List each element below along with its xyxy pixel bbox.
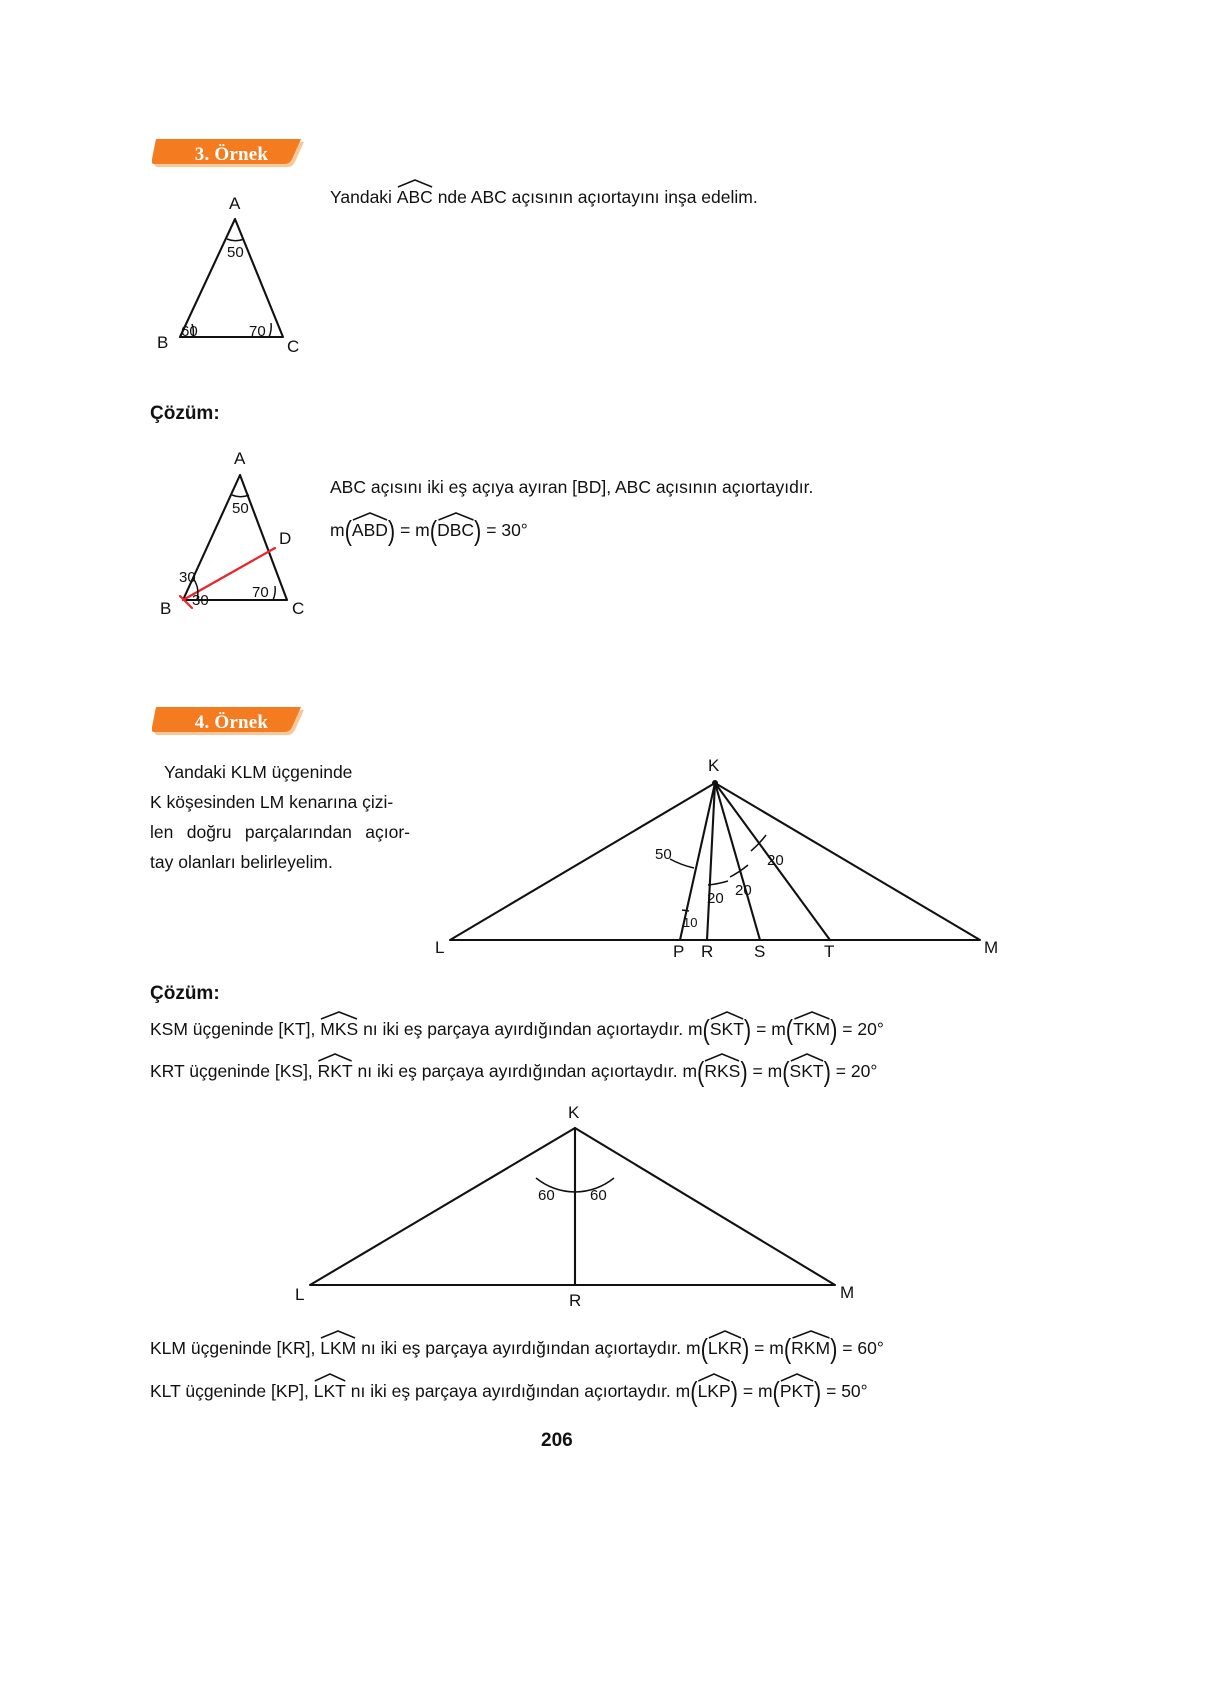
- angle-hat-icon: [780, 1373, 814, 1382]
- angle-abd-notation: [352, 519, 388, 541]
- vertex-label-c: C: [287, 337, 300, 356]
- statement-middle: nı iki eş parçaya ayırdığından açıortaydır. m: [350, 1381, 691, 1401]
- angle-pkt-notation: [780, 1380, 814, 1402]
- solution-3-line-2: m( ABD) = m( DBC) = 30°: [330, 519, 528, 541]
- angle-value-rkm: 60: [590, 1187, 607, 1204]
- statement-eq: = m: [752, 1061, 783, 1081]
- solution-4-statement-4: KLT üçgeninde [KP], LKT nı iki eş parçaya ayırdığından açıortaydır. m( LKP) = m( PKT) = 50°: [150, 1380, 868, 1402]
- prompt-prefix: Yandaki: [330, 187, 392, 207]
- angle-rkm-notation: [791, 1337, 830, 1359]
- angle-value-a: 50: [232, 500, 249, 517]
- base-label-r: R: [701, 942, 714, 961]
- equals-m: = m: [400, 520, 430, 540]
- solution-3-line-1: ABC açısını iki eş açıya ayıran [BD], ABC açısının açıortayıdır.: [330, 477, 814, 497]
- example-3-banner: [152, 138, 307, 172]
- arc-angle-a: [232, 495, 249, 497]
- angle-skt-letters-2: SKT: [789, 1061, 824, 1081]
- statement-value: = 20°: [842, 1019, 884, 1039]
- base-label-s: S: [754, 942, 766, 961]
- angle-lkr-letters: LKR: [707, 1338, 742, 1358]
- vertex-label-a: A: [229, 194, 241, 213]
- angle-value-rks: 20: [707, 890, 724, 907]
- angle-hat-icon: [698, 1373, 731, 1382]
- angle-value-tkm: 20: [767, 852, 784, 869]
- angle-pkt-letters: PKT: [779, 1381, 814, 1401]
- angle-rks-notation: [704, 1060, 740, 1082]
- triangle-abc-outline: [183, 475, 287, 600]
- base-label-m: M: [840, 1283, 855, 1302]
- statement-eq: = m: [756, 1019, 786, 1039]
- statement-middle: nı iki eş parçaya ayırdığından açıortaydır. m: [357, 1061, 698, 1081]
- arc-angle-c: [269, 323, 271, 337]
- angle-lkr-notation: [708, 1337, 742, 1359]
- statement-middle: nı iki eş parçaya ayırdığından açıortaydır. m: [363, 1019, 703, 1039]
- angle-value-lkp: 50: [655, 846, 672, 863]
- statement-prefix: KRT üçgeninde [KS],: [150, 1061, 313, 1081]
- page-number: 206: [541, 1430, 573, 1451]
- solution-4-heading: Çözüm:: [150, 983, 220, 1004]
- vertex-label-k: K: [708, 756, 720, 775]
- angle-lkt-notation: [314, 1380, 346, 1402]
- vertex-label-b: B: [157, 333, 169, 352]
- angle-skt-notation: [710, 1018, 744, 1040]
- angle-value-lkr: 60: [538, 1187, 555, 1204]
- base-label-l: L: [295, 1285, 305, 1304]
- statement-eq: = m: [742, 1381, 773, 1401]
- vertex-label-b: B: [160, 599, 172, 618]
- vertex-label-a: A: [234, 449, 246, 468]
- angle-tkm-letters: TKM: [793, 1019, 831, 1039]
- angle-hat-icon: [791, 1330, 830, 1339]
- prompt-line-3: len doğru parçalarından açıor-: [150, 822, 410, 843]
- base-label-r: R: [569, 1291, 582, 1310]
- angle-value-abd: 30: [179, 569, 196, 586]
- statement-eq: = m: [754, 1338, 784, 1358]
- example-4-klm-figure: [430, 755, 1000, 960]
- angle-lkm-letters: LKM: [320, 1338, 357, 1358]
- angle-hat-icon: [437, 512, 474, 521]
- angle-hat-icon: [352, 512, 388, 521]
- angle-value-pkr: 10: [683, 915, 698, 930]
- example-3-triangle-figure: [135, 192, 335, 364]
- angle-abd-letters: ABD: [351, 520, 388, 540]
- example-3-prompt: [330, 186, 758, 208]
- angle-value-skt: 20: [735, 882, 752, 899]
- angle-dbc-letters: DBC: [437, 520, 475, 540]
- angle-value-b: 60: [181, 323, 198, 340]
- m-prefix: m: [330, 520, 345, 540]
- angle-mks-letters: MKS: [320, 1019, 359, 1039]
- base-label-m: M: [984, 938, 999, 957]
- statement-value: = 50°: [826, 1381, 868, 1401]
- angle-hat-icon: [320, 1011, 358, 1020]
- cevian-kr: [707, 783, 715, 940]
- angle-value-c: 70: [249, 323, 266, 340]
- arc-lkp: [670, 859, 694, 868]
- solution-3-triangle-figure: [135, 450, 345, 630]
- example-4-label: 4. Örnek: [194, 712, 269, 733]
- statement-prefix: KLM üçgeninde [KR],: [150, 1338, 316, 1358]
- triangle-abc-outline: [180, 219, 283, 337]
- angle-rkt-notation: [318, 1060, 353, 1082]
- angle-abc-letters: ABC: [396, 187, 433, 207]
- angle-hat-icon: [710, 1011, 744, 1020]
- prompt-line-1: Yandaki KLM üçgeninde: [164, 762, 353, 782]
- angle-hat-icon: [708, 1330, 742, 1339]
- angle-hat-icon: [320, 1330, 356, 1339]
- solution-4-klm-figure: [295, 1103, 860, 1310]
- example-3-label: 3. Örnek: [194, 144, 269, 165]
- statement-prefix: KSM üçgeninde [KT],: [150, 1019, 316, 1039]
- apex-dot: [712, 780, 718, 786]
- prompt-line-4: tay olanları belirleyelim.: [150, 852, 333, 873]
- solution-3-heading: Çözüm:: [150, 403, 220, 424]
- angle-lkp-notation: [698, 1380, 731, 1402]
- angle-skt-notation-2: [790, 1060, 824, 1082]
- angle-rkm-letters: RKM: [791, 1338, 831, 1358]
- example-4-prompt: [150, 757, 410, 877]
- angle-hat-icon: [318, 1053, 353, 1062]
- angle-value-dbc: 30: [192, 592, 209, 609]
- angle-lkt-letters: LKT: [313, 1381, 346, 1401]
- angle-tkm-notation: [793, 1018, 830, 1040]
- arc-angle-a: [227, 239, 244, 241]
- prompt-suffix: nde ABC açısının açıortayını inşa edelim.: [437, 187, 758, 207]
- angle-hat-icon: [397, 179, 433, 188]
- example-4-banner: [152, 706, 307, 740]
- angle-skt-letters: SKT: [709, 1019, 744, 1039]
- angle-rks-letters: RKS: [704, 1061, 741, 1081]
- angle-abc-notation: [397, 186, 433, 208]
- statement-middle: nı iki eş parçaya ayırdığından açıortaydır. m: [361, 1338, 701, 1358]
- angle-lkp-letters: LKP: [697, 1381, 731, 1401]
- prompt-line-2: K köşesinden LM kenarına çizi-: [150, 792, 394, 813]
- angle-rkt-letters: RKT: [317, 1061, 353, 1081]
- statement-value: = 20°: [835, 1061, 878, 1081]
- angle-value-a: 50: [227, 244, 244, 261]
- angle-value: = 30°: [486, 520, 528, 540]
- arc-pkr: [682, 910, 689, 911]
- angle-lkm-notation: [320, 1337, 356, 1359]
- solution-4-statement-1: KSM üçgeninde [KT], MKS nı iki eş parçaya ayırdığından açıortaydır. m( SKT) = m( TKM) = 20°: [150, 1018, 884, 1040]
- base-label-l: L: [435, 938, 445, 957]
- solution-4-statement-3: KLM üçgeninde [KR], LKM nı iki eş parçaya ayırdığından açıortaydır. m( LKR) = m( RKM) = 60°: [150, 1337, 884, 1359]
- angle-value-c: 70: [252, 584, 269, 601]
- statement-prefix: KLT üçgeninde [KP],: [150, 1381, 309, 1401]
- statement-value: = 60°: [842, 1338, 884, 1358]
- angle-dbc-notation: [437, 519, 474, 541]
- angle-hat-icon: [793, 1011, 830, 1020]
- triangle-klm-outline: [310, 1128, 835, 1285]
- angle-hat-icon: [314, 1373, 346, 1382]
- solution-4-statement-2: KRT üçgeninde [KS], RKT nı iki eş parçaya ayırdığından açıortaydır. m( RKS) = m( SKT) = 20°: [150, 1060, 877, 1082]
- angle-mks-notation: [320, 1018, 358, 1040]
- vertex-label-c: C: [292, 599, 305, 618]
- vertex-label-k: K: [568, 1103, 580, 1122]
- angle-hat-icon: [790, 1053, 824, 1062]
- base-label-t: T: [824, 942, 835, 961]
- vertex-label-d: D: [279, 529, 292, 548]
- triangle-klm-outline: [450, 783, 980, 940]
- base-label-p: P: [673, 942, 685, 961]
- angle-hat-icon: [704, 1053, 740, 1062]
- arc-angle-c: [273, 586, 275, 600]
